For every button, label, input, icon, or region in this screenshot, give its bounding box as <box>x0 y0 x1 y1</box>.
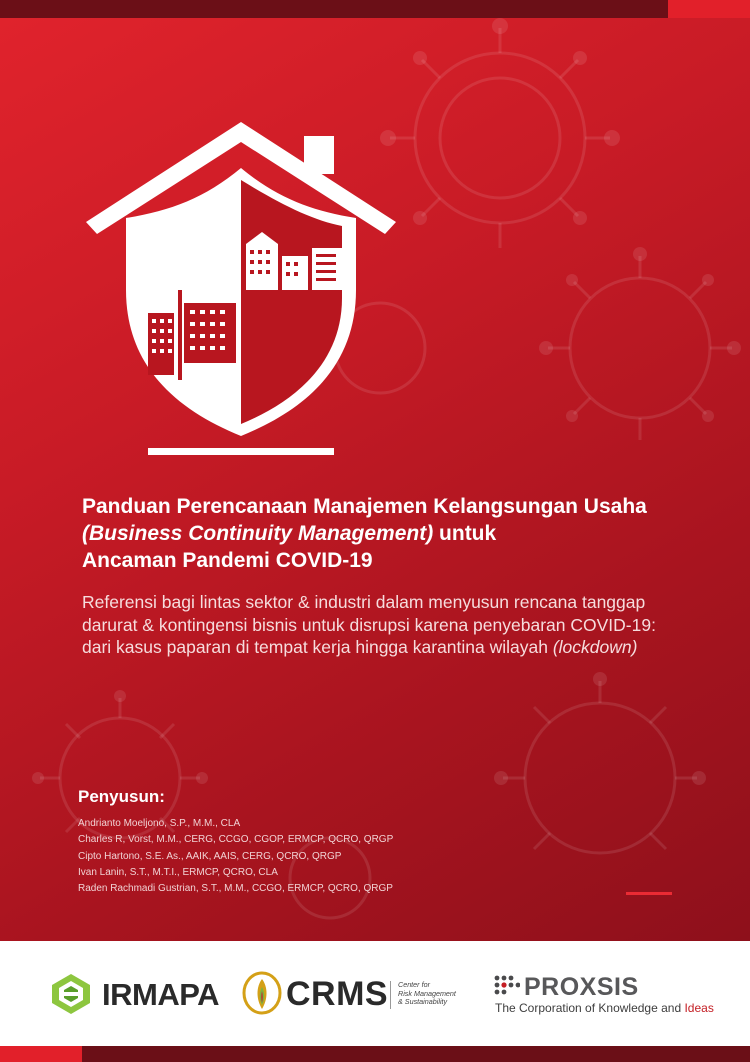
crms-tagline <box>398 981 478 1007</box>
title-line-2 <box>82 520 702 547</box>
document-subtitle <box>82 591 682 659</box>
crms-divider <box>390 981 391 1009</box>
top-bar-accent <box>668 0 750 18</box>
crms-tagline-line: Risk Management <box>398 988 456 998</box>
title-line-3 <box>82 547 702 574</box>
crms-tagline-line: & Sustainability <box>398 997 448 1006</box>
cover-panel <box>0 18 750 941</box>
proxsis-tagline-main: The Corporation of Knowledge and <box>495 1001 685 1015</box>
crms-mark-icon <box>242 971 282 1015</box>
irmapa-wordmark: IRMAPA <box>102 977 219 1012</box>
logo-strip <box>0 941 750 1046</box>
decorative-line <box>626 892 672 895</box>
title-line-3-prefix: Ancaman Pandemi <box>82 549 276 572</box>
subtitle-italic: (lockdown) <box>552 637 638 657</box>
author-item: Ivan Lanin, S.T., M.T.I., ERMCP, QCRO, CLA <box>78 866 278 878</box>
title-line-1: Panduan Perencanaan Manajemen Kelangsungan Usaha <box>82 495 647 518</box>
author-item: Raden Rachmadi Gustrian, S.T., M.M., CCGO, ERMCP, QCRO, QRGP <box>78 883 393 895</box>
title-line-2-suffix: untuk <box>433 522 497 545</box>
proxsis-tagline <box>495 1001 714 1015</box>
subtitle-text: Referensi bagi lintas sektor & industri dalam menyusun rencana tanggap darurat & kontingensi bisnis untuk disrupsi karena penyebaran COVID-19: dari kasus paparan di tempat kerja hingga karantina wilayah <box>82 592 656 657</box>
proxsis-dots-icon <box>494 975 520 997</box>
author-item: Andrianto Moeljono, S.P., M.M., CLA <box>78 818 241 829</box>
proxsis-tagline-accent: Ideas <box>684 1001 714 1015</box>
author-item: Cipto Hartono, S.E. As., AAIK, AAIS, CERG, QCRO, QRGP <box>78 850 342 862</box>
irmapa-logo <box>48 941 218 1046</box>
bottom-bar-accent <box>0 1046 82 1062</box>
document-title <box>82 493 702 574</box>
authors-heading: Penyusun: <box>78 787 165 806</box>
crms-logo <box>240 941 480 1046</box>
proxsis-logo <box>492 941 722 1046</box>
bottom-bar <box>0 1046 750 1062</box>
title-covid: COVID-19 <box>275 549 373 572</box>
irmapa-mark-icon <box>50 973 92 1015</box>
crms-wordmark: CRMS <box>286 975 389 1013</box>
proxsis-wordmark: PROXSIS <box>524 973 639 1001</box>
title-italic-term: (Business Continuity Management) <box>82 522 434 545</box>
authors-list <box>78 816 393 897</box>
author-item: Charles R, Vorst, M.M., CERG, CCGO, CGOP, ERMCP, QCRO, QRGP <box>78 834 394 846</box>
house-shield-icon <box>80 118 410 463</box>
top-bar <box>0 0 750 18</box>
crms-tagline-line: Center for <box>398 980 430 989</box>
